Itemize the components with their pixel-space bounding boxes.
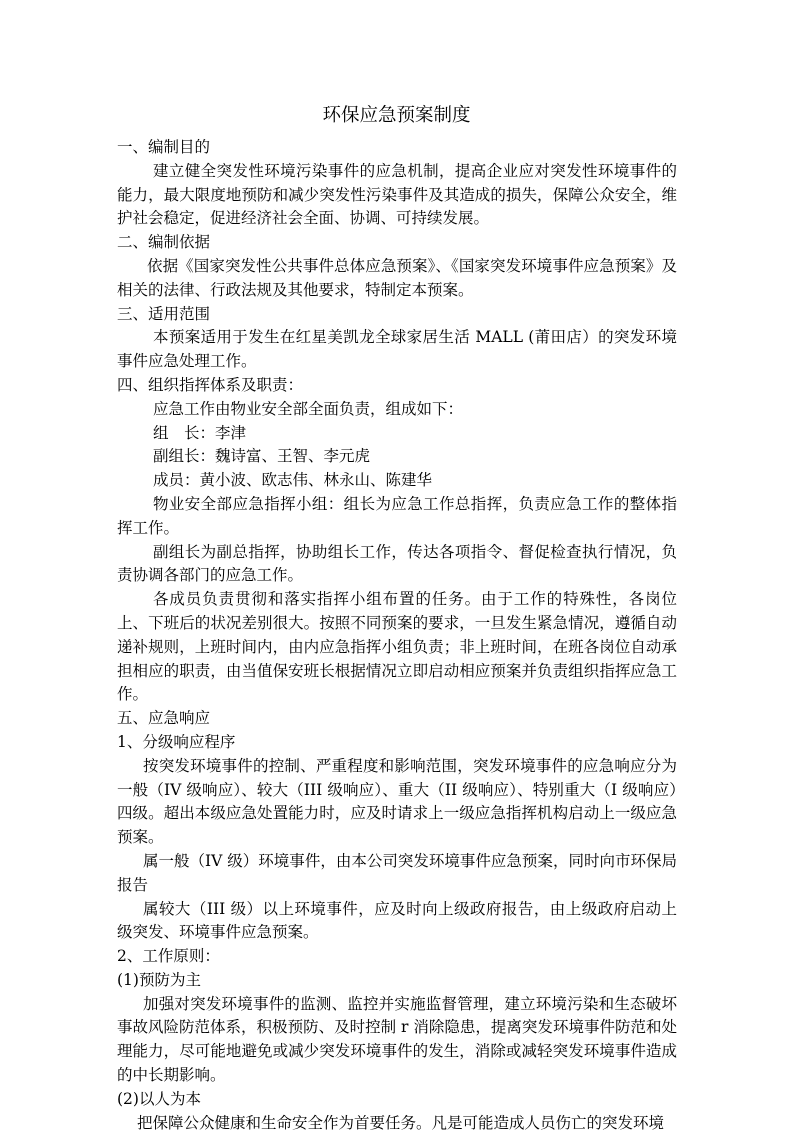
section-heading: 五、应急响应 — [117, 709, 211, 728]
list-line: 组 长：李津 — [153, 423, 247, 442]
list-line: 副组长：魏诗富、王智、李元虎 — [153, 447, 371, 466]
body-paragraph: 属较大（III 级）以上环境事件，应及时向上级政府报告，由上级政府启动上级突发、环境事件应急预案。 — [117, 899, 677, 942]
section-heading: 三、适用范围 — [117, 304, 211, 323]
section-heading: 1、分级响应程序 — [117, 732, 236, 751]
section-heading: 四、组织指挥体系及职责： — [117, 375, 304, 394]
document-title: 环保应急预案制度 — [322, 105, 471, 126]
body-paragraph: 本预案适用于发生在红星美凯龙全球家居生活 MALL (莆田店）的突发环境事件应急处理工作。 — [117, 328, 677, 371]
section-heading: 2、工作原则： — [117, 947, 220, 966]
body-paragraph: 属一般（IV 级）环境事件，由本公司突发环境事件应急预案，同时向市环保局报告 — [117, 851, 677, 894]
body-paragraph: 各成员负责贯彻和落实指挥小组布置的任务。由于工作的特殊性，各岗位上、下班后的状况差别很大。按照不同预案的要求，一旦发生紧急情况，遵循自动递补规则，上班时间内，由内应急指挥小组负责；非上班时间，在班各岗位自动承担相应的职责，由当值保安班长根据情况立即启动相应预案并负责组织指挥应急工作。 — [117, 590, 677, 704]
section-heading: (1)预防为主 — [117, 970, 201, 989]
document-body — [117, 136, 677, 1135]
body-paragraph: 加强对突发环境事件的监测、监控并实施监督管理，建立环境污染和生态破坏事故风险防范体系，积极预防、及时控制 r 消除隐患，提离突发环境事件防范和处理能力，尽可能地避免或减少突发环境事件的发生，消除或减轻突发环境事件造成的中长期影响。 — [117, 994, 677, 1085]
list-line: 成员：黄小波、欧志伟、林永山、陈建华 — [153, 471, 433, 490]
body-paragraph: 依据《国家突发性公共事件总体应急预案》、《国家突发环境事件应急预案》及相关的法律、行政法规及其他要求，特制定本预案。 — [117, 256, 677, 299]
list-line: 应急工作由物业安全部全面负责，组成如下： — [153, 399, 464, 418]
body-paragraph: 副组长为副总指挥，协助组长工作，传达各项指令、督促检查执行情况，负责协调各部门的应急工作。 — [117, 542, 677, 585]
section-heading: 二、编制依据 — [117, 233, 211, 252]
section-heading: 一、编制目的 — [117, 138, 211, 156]
section-heading: (2)以人为本 — [117, 1089, 201, 1108]
body-paragraph: 建立健全突发性环境污染事件的应急机制，提高企业应对突发性环境事件的能力，最大限度地预防和减少突发性污染事件及其造成的损失，保障公众安全，维护社会稳定，促进经济社会全面、协调、可持续发展。 — [117, 161, 677, 228]
body-paragraph: 把保障公众健康和生命安全作为首要任务。凡是可能造成人员伤亡的突发环境 — [137, 1113, 665, 1132]
body-paragraph: 物业安全部应急指挥小组：组长为应急工作总指挥，负责应急工作的整体指挥工作。 — [117, 494, 677, 537]
body-paragraph: 按突发环境事件的控制、严重程度和影响范围，突发环境事件的应急响应分为一般（IV 级响应）、较大（III 级响应）、重大（II 级响应）、特别重大（I 级响应）四级。超出本级应急处置能力时，应及时请求上一级应急指挥机构启动上一级应急预案。 — [117, 756, 677, 847]
